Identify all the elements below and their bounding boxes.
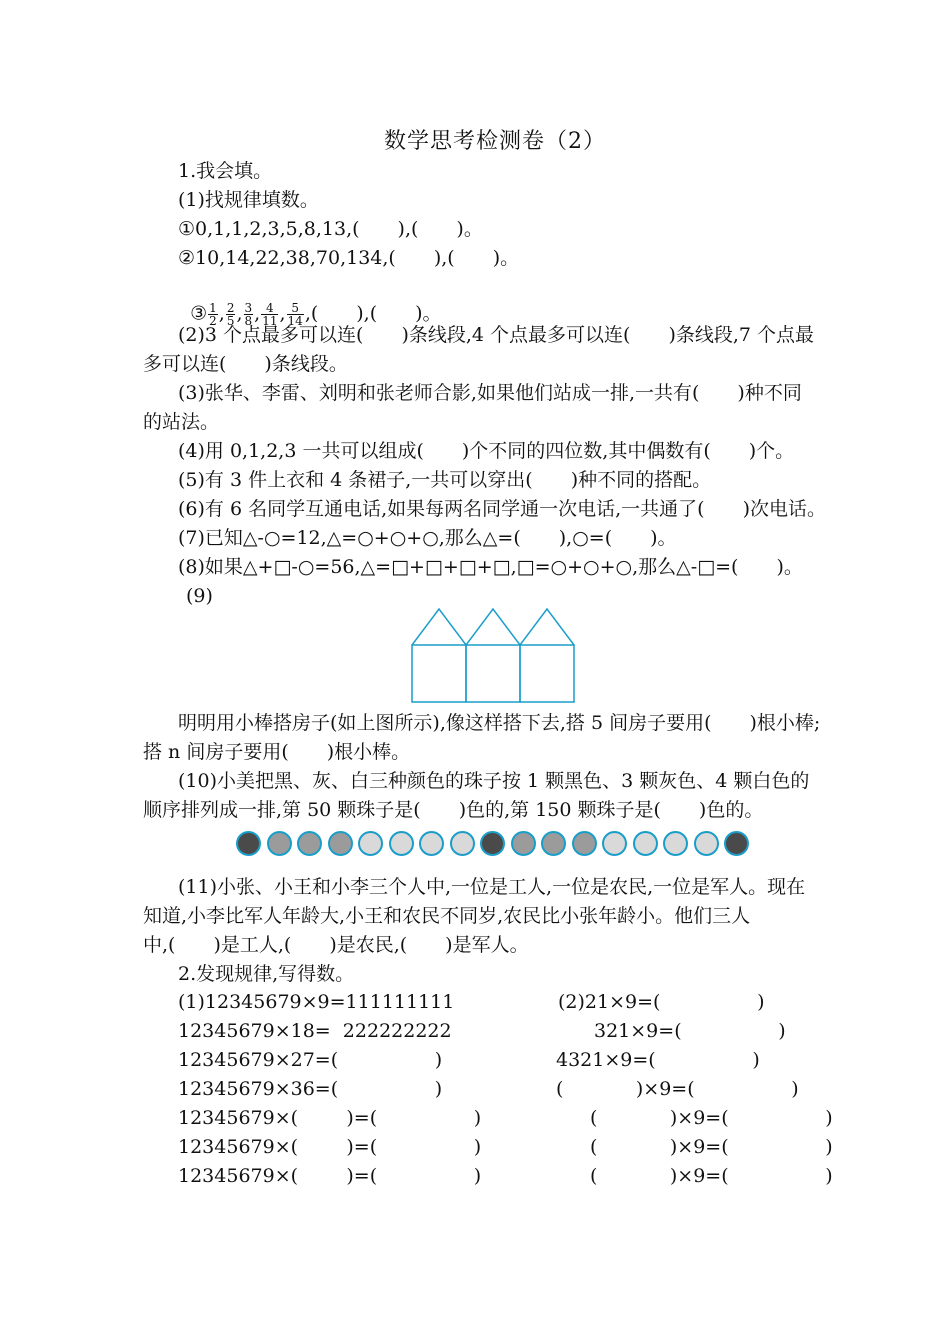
- house-roofs: [412, 609, 574, 645]
- q1c-prefix: ③: [190, 302, 208, 325]
- q11-line-2: 知道,小李比军人年龄大,小王和农民不同岁,农民比小张年龄小。他们三人: [143, 905, 751, 927]
- bead-white: [389, 831, 414, 856]
- bead-white: [419, 831, 444, 856]
- q3-line-2: 的站法。: [143, 411, 220, 433]
- q9-line-1: 明明用小棒搭房子(如上图所示),像这样搭下去,搭 5 间房子要用( )根小棒;: [178, 712, 821, 734]
- pattern-left-row-2: 12345679×18= 222222222: [178, 1020, 452, 1042]
- house-2: [466, 645, 520, 702]
- q9-line-2: 搭 n 间房子要用( )根小棒。: [143, 741, 411, 763]
- pattern-left-row-4: 12345679×36=( ): [178, 1078, 443, 1100]
- bead-white: [633, 831, 658, 856]
- pattern-left-row-6: 12345679×( )=( ): [178, 1136, 482, 1158]
- fraction-4-11: $\frac{4}{11}$: [262, 301, 278, 328]
- q1c-sequence: ③ $\frac{1}{2}$ , $\frac{2}{5}$ , $\frac{3}{8}$ , $\frac{4}{11}$ , $\frac{5}{14}$ ,( ),( )。: [190, 301, 442, 328]
- q1c-suffix: ,( ),( )。: [304, 302, 442, 325]
- q5-text: (5)有 3 件上衣和 4 条裙子,一共可以穿出( )种不同的搭配。: [178, 469, 712, 491]
- fraction-5-14: $\frac{5}{14}$: [287, 301, 303, 328]
- page-title: 数学思考检测卷（2）: [384, 129, 606, 154]
- houses-diagram: [408, 606, 580, 706]
- bead-gray: [267, 831, 292, 856]
- house-3: [520, 645, 574, 702]
- pattern-right-row-7: ( )×9=( ): [590, 1165, 833, 1187]
- pattern-left-row-5: 12345679×( )=( ): [178, 1107, 482, 1129]
- house-1: [412, 645, 466, 702]
- pattern-right-row-5: ( )×9=( ): [590, 1107, 833, 1129]
- fraction-2-5: $\frac{2}{5}$: [226, 301, 235, 328]
- q1a-sequence: ①0,1,1,2,3,5,8,13,( ),( )。: [178, 218, 483, 240]
- q7-text: (7)已知△-○=12,△=○+○+○,那么△=( ),○=( )。: [178, 527, 677, 549]
- q11-line-3: 中,( )是工人,( )是农民,( )是军人。: [143, 934, 529, 956]
- q10-line-2: 顺序排列成一排,第 50 颗珠子是( )色的,第 150 颗珠子是( )色的。: [143, 799, 764, 821]
- pattern-right-row-3: 4321×9=( ): [556, 1049, 760, 1071]
- q1b-sequence: ②10,14,22,38,70,134,( ),( )。: [178, 247, 520, 269]
- q8-text: (8)如果△+□-○=56,△=□+□+□+□,□=○+○+○,那么△-□=( )。: [178, 556, 803, 578]
- bead-white: [358, 831, 383, 856]
- bead-black: [724, 831, 749, 856]
- q6-text: (6)有 6 名同学互通电话,如果每两名同学通一次电话,一共通了( )次电话。: [178, 498, 826, 520]
- section-1-heading: 1.我会填。: [178, 160, 273, 182]
- q2-line-2: 多可以连( )条线段。: [143, 353, 348, 375]
- pattern-right-row-4: ( )×9=( ): [556, 1078, 799, 1100]
- section-2-heading: 2.发现规律,写得数。: [178, 963, 355, 985]
- bead-gray: [297, 831, 322, 856]
- q9-label: (9): [186, 585, 213, 607]
- bead-gray: [572, 831, 597, 856]
- fraction-1-2: $\frac{1}{2}$: [209, 301, 217, 328]
- bead-white: [663, 831, 688, 856]
- q11-line-1: (11)小张、小王和小李三个人中,一位是工人,一位是农民,一位是军人。现在: [178, 876, 806, 898]
- pattern-left-row-1: (1)12345679×9=111111111: [178, 991, 455, 1013]
- pattern-left-row-3: 12345679×27=( ): [178, 1049, 443, 1071]
- bead-black: [480, 831, 505, 856]
- bead-gray: [328, 831, 353, 856]
- pattern-right-row-1: (2)21×9=( ): [558, 991, 765, 1013]
- bead-gray: [541, 831, 566, 856]
- q3-line-1: (3)张华、李雷、刘明和张老师合影,如果他们站成一排,一共有( )种不同: [178, 382, 802, 404]
- pattern-left-row-7: 12345679×( )=( ): [178, 1165, 482, 1187]
- bead-white: [602, 831, 627, 856]
- q2-line-1: (2)3 个点最多可以连( )条线段,4 个点最多可以连( )条线段,7 个点最: [178, 324, 815, 346]
- q1-label: (1)找规律填数。: [178, 189, 319, 211]
- bead-gray: [511, 831, 536, 856]
- pattern-right-row-6: ( )×9=( ): [590, 1136, 833, 1158]
- bead-white: [694, 831, 719, 856]
- fraction-3-8: $\frac{3}{8}$: [244, 301, 253, 328]
- pattern-right-row-2: 321×9=( ): [594, 1020, 786, 1042]
- bead-white: [450, 831, 475, 856]
- q10-line-1: (10)小美把黑、灰、白三种颜色的珠子按 1 颗黑色、3 颗灰色、4 颗白色的: [178, 770, 810, 792]
- bead-black: [236, 831, 261, 856]
- q4-text: (4)用 0,1,2,3 一共可以组成( )个不同的四位数,其中偶数有( )个。: [178, 440, 795, 462]
